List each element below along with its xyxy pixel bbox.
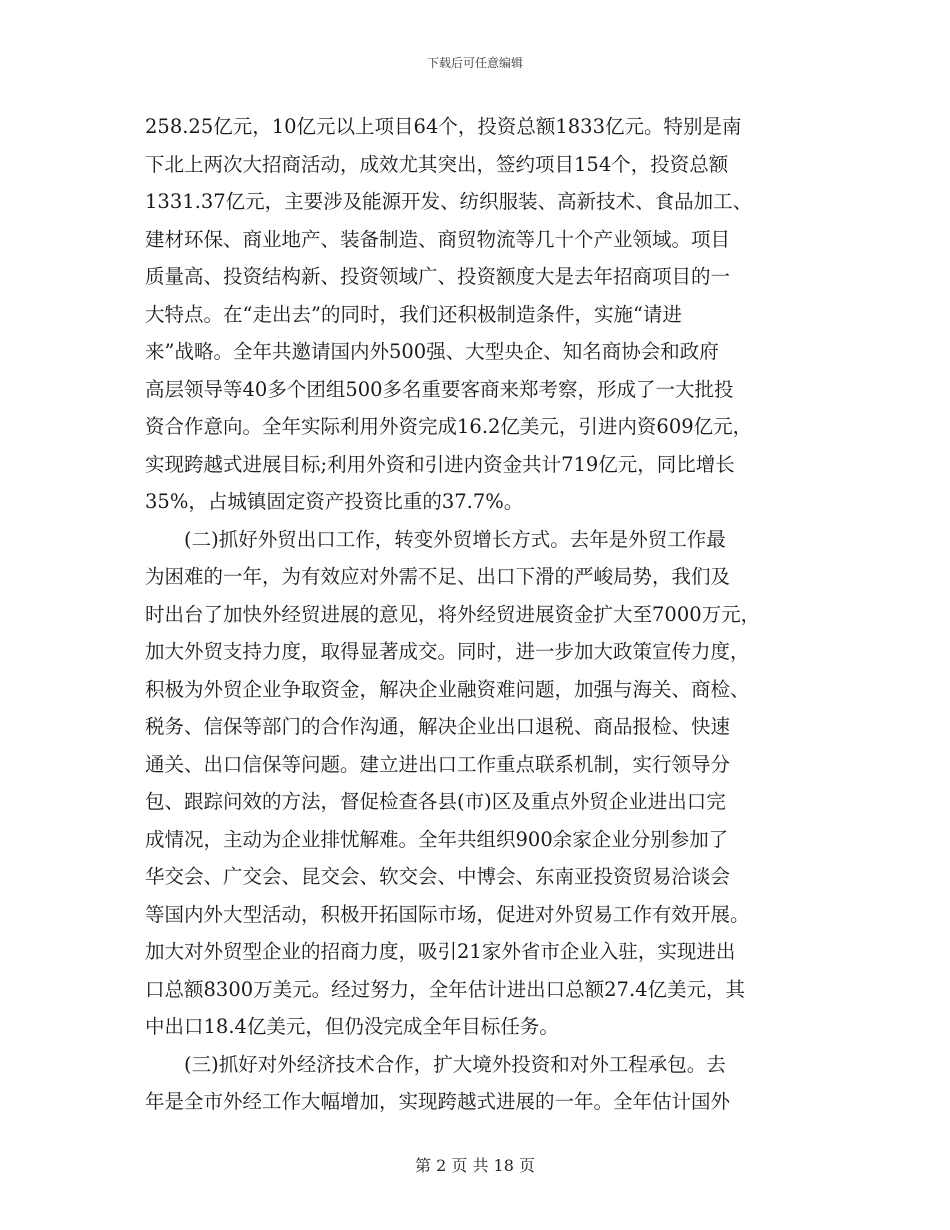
text-line: 实现跨越式进展目标;利用外资和引进内资金共计719亿元，同比增长 [145, 452, 735, 476]
text-line: 1331.37亿元，主要涉及能源开发、纺织服装、高新技术、食品加工、 [145, 190, 753, 213]
text-line: 积极为外贸企业争取资金，解决企业融资难问题，加强与海关、商检、 [145, 677, 750, 701]
text-line: 高层领导等40多个团组500多名重要客商来郑考察，形成了一大批投 [145, 377, 734, 401]
text-line: 258.25亿元，10亿元以上项目64个，投资总额1833亿元。特别是南 [145, 115, 742, 138]
text-line: 中出口18.4亿美元，但仍没完成全年目标任务。 [145, 1015, 559, 1038]
text-line: 口总额8300万美元。经过努力，全年估计进出口总额27.4亿美元，其 [145, 977, 746, 1001]
text-line: 包、跟踪问效的方法，督促检查各县(市)区及重点外贸企业进出口完 [145, 790, 726, 813]
text-line: 为困难的一年，为有效应对外需不足、出口下滑的严峻局势，我们及 [145, 565, 731, 588]
text-line: 成情况，主动为企业排忧解难。全年共组织900余家企业分别参加了 [145, 827, 729, 851]
text-line: 年是全市外经工作大幅增加，实现跨越式进展的一年。全年估计国外 [145, 1090, 731, 1113]
text-line: (三)抓好对外经济技术合作，扩大境外投资和对外工程承包。去 [145, 1052, 726, 1076]
text-line: 建材环保、商业地产、装备制造、商贸物流等几十个产业领域。项目 [145, 227, 731, 251]
text-line: 资合作意向。全年实际利用外资完成16.2亿美元，引进内资609亿元， [145, 415, 753, 438]
text-line: (二)抓好外贸出口工作，转变外贸增长方式。去年是外贸工作最 [145, 527, 726, 551]
text-line: 华交会、广交会、昆交会、软交会、中博会、东南亚投资贸易洽谈会 [145, 865, 731, 888]
document-body [145, 108, 810, 1121]
text-line: 等国内外大型活动，积极开拓国际市场，促进对外贸易工作有效开展。 [145, 902, 750, 926]
text-line: 来”战略。全年共邀请国内外500强、大型央企、知名商协会和政府 [145, 340, 719, 363]
text-line: 加大对外贸型企业的招商力度，吸引21家外省市企业入驻，实现进出 [145, 940, 736, 963]
text-line: 时出台了加快外经贸进展的意见，将外经贸进展资金扩大至7000万元， [145, 602, 761, 626]
text-line: 大特点。在“走出去”的同时，我们还积极制造条件，实施“请进 [145, 302, 682, 326]
text-line: 税务、信保等部门的合作沟通，解决企业出口退税、商品报检、快速 [145, 715, 731, 738]
text-line: 加大外贸支持力度，取得显著成交。同时，进一步加大政策宣传力度， [145, 640, 750, 663]
text-line: 质量高、投资结构新、投资领域广、投资额度大是去年招商项目的一 [145, 265, 731, 288]
page-header: 下载后可任意编辑 [426, 56, 523, 70]
text-line: 通关、出口信保等问题。建立进出口工作重点联系机制，实行领导分 [145, 752, 731, 776]
page-footer: 第 2 页 共 18 页 [415, 1156, 535, 1175]
text-line: 下北上两次大招商活动，成效尤其突出，签约项目154个，投资总额 [145, 152, 729, 176]
text-line: 35%，占城镇固定资产投资比重的37.7%。 [145, 490, 524, 513]
